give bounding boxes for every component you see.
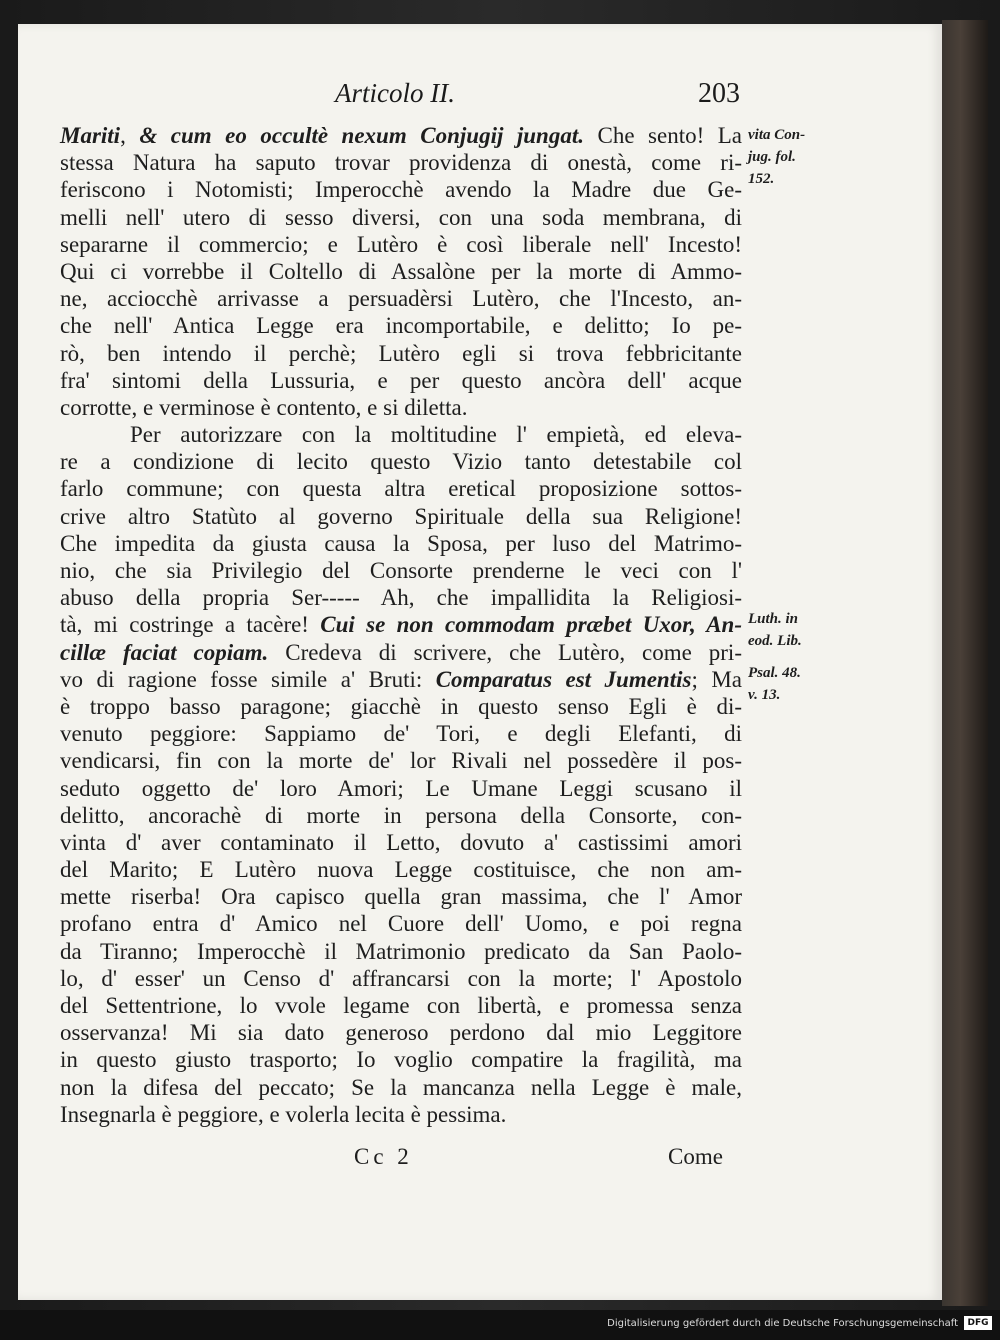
text-segment: Qui ci vorrebbe il Coltello di Assalòne per la morte di Ammo- [60, 258, 742, 284]
text-line [60, 992, 742, 1019]
text-segment: farlo commune; con questa altra eretical proposizione sottos- [60, 476, 742, 502]
text-segment: Credeva di scrivere, che Lutèro, come pri- [268, 639, 742, 665]
text-line [60, 666, 742, 693]
marginal-note-line: 152. [748, 171, 775, 187]
text-segment: delitto, ancorachè di morte in persona della Consorte, con- [60, 802, 742, 828]
text-segment: , [120, 123, 140, 148]
text-line [60, 775, 742, 802]
text-line [60, 258, 742, 285]
text-segment: nio, che sia Privilegio del Consorte prenderne le veci con l' [60, 558, 742, 583]
text-segment: re a condizione di lecito questo Vizio tanto detestabile col [60, 449, 742, 475]
text-line [60, 394, 742, 421]
text-line [60, 367, 742, 394]
text-line [60, 965, 742, 992]
text-segment: stessa Natura ha saputo trovar providenza di onestà, come ri- [60, 150, 742, 176]
text-line [60, 285, 742, 312]
dfg-logo-icon: DFG [964, 1316, 992, 1330]
text-line [60, 122, 742, 149]
body-text [60, 122, 742, 1128]
text-segment: fra' sintomi della Lussuria, e per questo ancòra dell' acque [60, 367, 742, 393]
text-line [60, 720, 742, 747]
text-line [60, 883, 742, 910]
marginal-note-3 [748, 662, 801, 706]
text-segment: del Settentrione, lo vvole legame con libertà, e promessa senza [60, 993, 742, 1018]
text-segment: da Tiranno; Imperocchè il Matrimonio predicato da San Paolo- [60, 938, 742, 964]
text-line [60, 910, 742, 937]
text-segment: corrotte, e verminose è contento, e si diletta. [60, 394, 468, 420]
text-line [60, 530, 742, 557]
text-line [60, 421, 742, 448]
latin-quote: Cui se non commodam præbet Uxor, An- [320, 612, 742, 638]
latin-quote: & cum eo occultè nexum Conjugij jungat. [139, 123, 584, 148]
text-segment: tà, mi costringe a tacère! [60, 612, 321, 638]
text-line [60, 312, 742, 339]
text-line [60, 747, 742, 774]
text-line [60, 639, 742, 666]
marginal-note-line: v. 13. [748, 687, 781, 703]
text-segment: Per autorizzare con la moltitudine l' empietà, ed eleva- [130, 422, 742, 448]
latin-quote: Comparatus est Jumentis [435, 666, 692, 692]
marginal-note-1 [748, 124, 805, 190]
text-line [60, 856, 742, 883]
text-segment: Che impedita da giusta causa la Sposa, per luso del Matrimo- [60, 530, 742, 556]
text-segment: vinta d' aver contaminato il Letto, dovuto a' castissimi amori [60, 829, 742, 855]
text-line [60, 829, 742, 856]
page-number: 203 [698, 78, 740, 109]
text-segment: feriscono i Notomisti; Imperocchè avendo la Madre due Ge- [60, 177, 742, 203]
marginal-note-line: jug. fol. [748, 149, 796, 165]
text-segment: ; Ma [691, 666, 742, 692]
text-segment: vo di ragione fosse simile a' Bruti: [60, 666, 436, 692]
text-line [60, 802, 742, 829]
text-segment: lo, d' esser' un Censo d' affrancarsi con la morte; l' Apostolo [60, 965, 742, 991]
text-segment: mette riserba! Ora capisco quella gran massima, che l' Amor [60, 884, 742, 910]
text-segment: osservanza! Mi sia dato generoso perdono dal mio Leggitore [60, 1020, 742, 1046]
text-segment: abuso della propria Ser----- Ah, che impallidita la Religiosi- [60, 585, 742, 611]
text-segment: Insegnarla è peggiore, e volerla lecita è pessima. [60, 1101, 507, 1127]
text-segment: vendicarsi, fin con la morte de' lor Rivali nel possedère il pos- [60, 748, 742, 774]
text-segment: è troppo basso paragone; giacchè in questo senso Egli è di- [60, 693, 742, 719]
catchword: Come [668, 1144, 723, 1169]
text-segment: melli nell' utero di sesso diversi, con una soda membrana, di [60, 204, 742, 230]
text-line [60, 503, 742, 530]
text-line [60, 176, 742, 203]
text-segment: del Marito; E Lutèro nuova Legge costituisce, che non am- [60, 857, 742, 883]
marginal-note-line: eod. Lib. [748, 633, 802, 649]
text-segment: Che sento! La [583, 123, 743, 148]
text-segment: separarne il commercio; e Lutèro è così liberale nell' Incesto! [60, 231, 742, 257]
text-line [60, 1046, 742, 1073]
text-line [60, 584, 742, 611]
marginal-note-2 [748, 608, 802, 652]
text-line [60, 557, 742, 584]
text-line [60, 1101, 742, 1128]
latin-quote: cillæ faciat copiam. [60, 639, 269, 665]
marginal-note-line: Psal. 48. [748, 665, 801, 681]
page-header [0, 78, 1000, 118]
text-line [60, 693, 742, 720]
text-segment: crive altro Statùto al governo Spirituale della sua Religione! [60, 503, 742, 529]
text-segment: in questo giusto trasporto; Io voglio compatire la fragilità, ma [60, 1047, 742, 1073]
text-segment: venuto peggiore: Sappiamo de' Tori, e degli Elefanti, di [60, 721, 742, 747]
digitization-credit: Digitalisierung gefördert durch die Deutsche Forschungsgemeinschaft [607, 1318, 958, 1329]
marginal-note-line: vita Con- [748, 127, 806, 143]
running-title: Articolo II. [335, 78, 455, 108]
book-edge [942, 20, 988, 1306]
text-segment: ne, acciocchè arrivasse a persuadèrsi Lutèro, che l'Incesto, an- [60, 286, 742, 312]
text-line [60, 448, 742, 475]
latin-quote: Mariti [60, 123, 121, 148]
text-line [60, 475, 742, 502]
text-line [60, 340, 742, 367]
text-line [60, 149, 742, 176]
text-segment: non la difesa del peccato; Se la mancanza nella Legge è male, [60, 1074, 742, 1100]
text-line [60, 1074, 742, 1101]
text-segment: rò, ben intendo il perchè; Lutèro egli si trova febbricitante [60, 340, 742, 366]
text-line [60, 938, 742, 965]
marginal-note-line: Luth. in [748, 611, 799, 627]
text-line [60, 231, 742, 258]
text-line [60, 204, 742, 231]
text-segment: seduto oggetto de' loro Amori; Le Umane Leggi scusano il [60, 775, 742, 801]
text-segment: che nell' Antica Legge era incomportabile, e delitto; Io pe- [60, 313, 742, 339]
signature-mark: Cc 2 [354, 1144, 413, 1169]
text-line [60, 1019, 742, 1046]
text-line [60, 611, 742, 638]
text-segment: profano entra d' Amico nel Cuore dell' Uomo, e poi regna [60, 911, 742, 937]
